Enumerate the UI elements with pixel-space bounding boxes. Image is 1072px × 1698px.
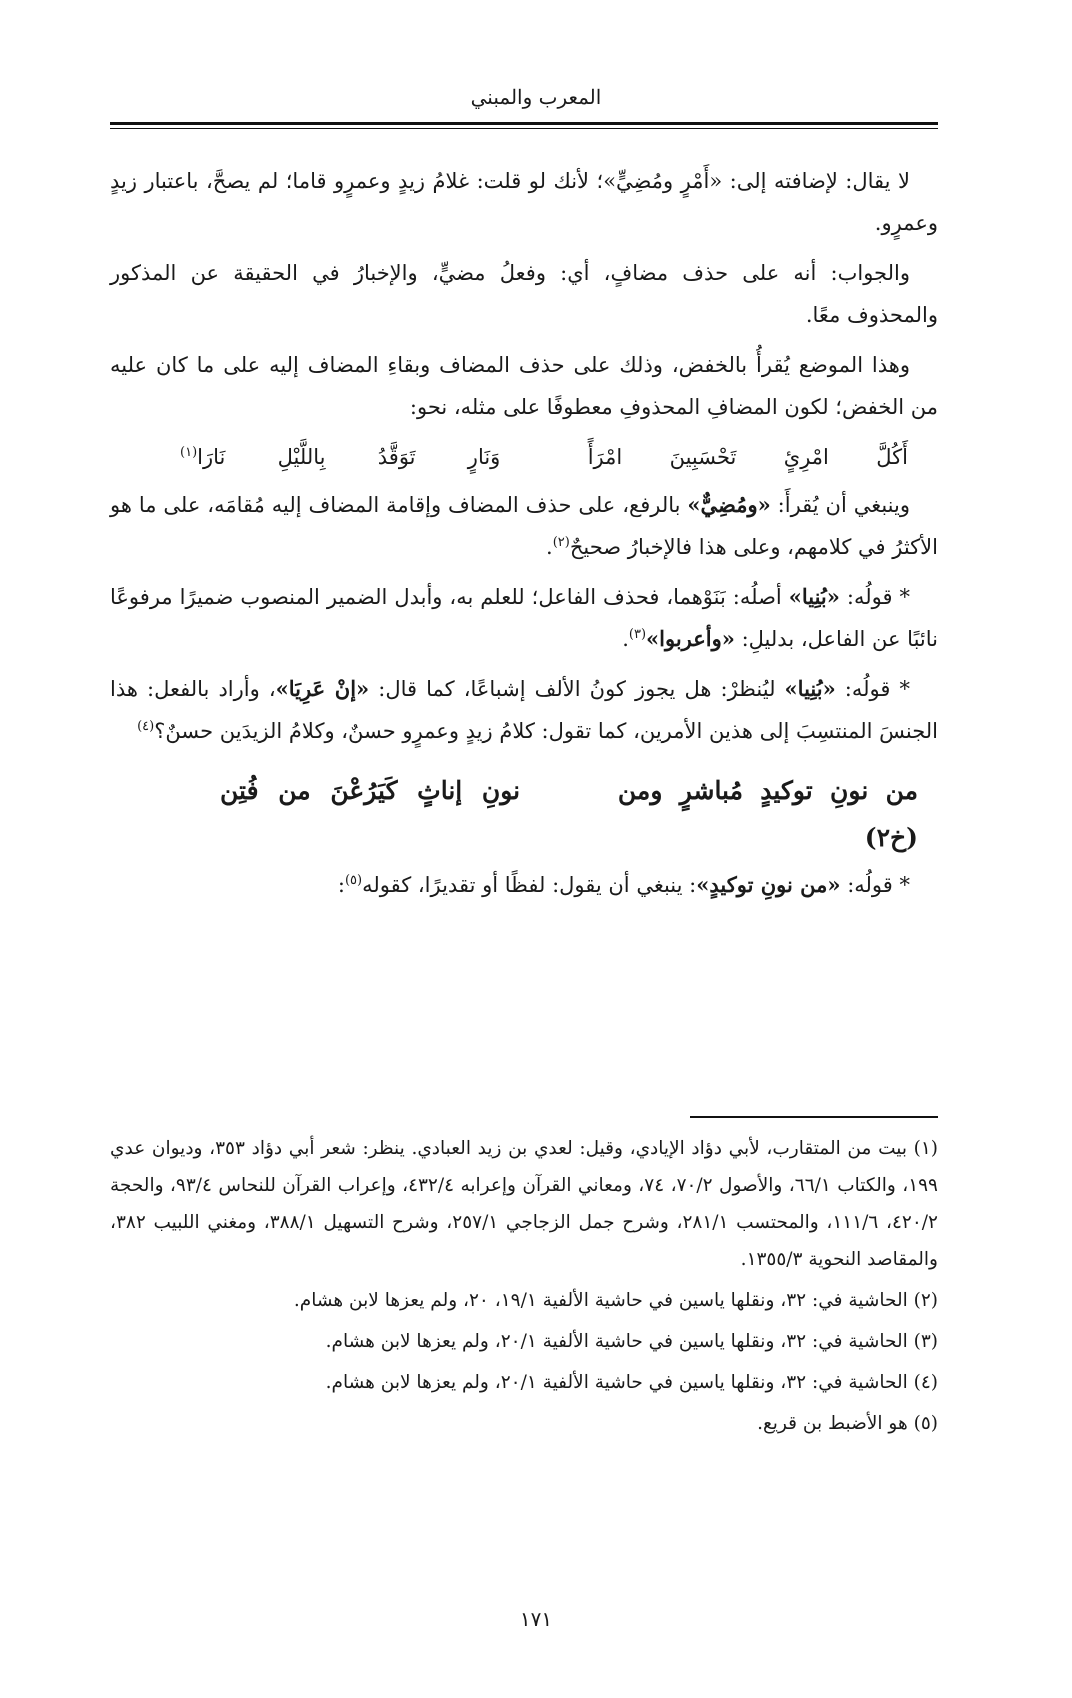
paragraph-2: والجواب: أنه على حذف مضافٍ، أي: وفعلُ مضيٍّ، والإخبارُ في الحقيقة عن المذكور والمحذوف معًا. — [110, 261, 938, 327]
poem-word: من — [885, 776, 918, 805]
verse-word: أَكُلَّ — [876, 445, 908, 469]
footnote-ref: (٣) — [628, 627, 647, 642]
poem-second-hemistich — [220, 766, 520, 816]
footnote-ref: (١) — [180, 445, 198, 460]
footnote-5: (٥) هو الأضبط بن قريع. — [757, 1413, 938, 1434]
verse-first-hemistich — [588, 436, 908, 478]
verse-word: امْرَأً — [587, 445, 623, 469]
poem-word: إناثٍ — [417, 776, 463, 805]
verse-second-hemistich — [180, 436, 500, 478]
poem-word: من — [278, 776, 311, 805]
footnote-ref: (٤) — [137, 719, 155, 734]
poem-word: مُباشرٍ — [679, 776, 743, 805]
verse-word: نَارَا$^{(١)}$ — [180, 445, 226, 469]
verse-line — [110, 436, 938, 478]
footnote-3: (٣) الحاشية في: ٣٢، ونقلها ياسين في حاشية الألفية ٢٠/١، ولم يعزها لابن هشام. — [325, 1331, 938, 1352]
poem-word: فُتِن — [220, 776, 259, 805]
verse-word: تَوَقَّدُ — [377, 445, 416, 469]
footnotes — [110, 1130, 938, 1446]
poem-word: نونِ — [830, 776, 869, 805]
footnote-1: (١) بيت من المتقارب، لأبي دؤاد الإيادي، وقيل: لعدي بن زيد العبادي. ينظر: شعر أبي دؤاد ٣٥٣، وديوان عدي ١٩٩، والكتاب ٦٦/١، والأصول ٧٠/٢، ٧٤، ومعاني القرآن وإعرابه ٤٣٢/٤، وإعراب القرآن للنحاس ٩٣/٤، والحجة ٤٢٠/٢، ١١١/٦، والمحتسب ٢٨١/١، وشرح جمل الزجاجي ٢٥٧/١، وشرح التسهيل ٣٨٨/١، ومغني اللبيب ٣٨٢، والمقاصد النحوية ١٣٥٥/٣. — [110, 1138, 938, 1270]
main-text — [110, 160, 938, 914]
bold-quote: «وأعربوا» — [646, 626, 735, 651]
verse-word: امْرِئٍ — [783, 445, 829, 469]
verse-word: تَحْسَبِينَ — [669, 445, 737, 469]
verse-word: وَنَارٍ — [467, 445, 501, 469]
paragraph-6: * قولُه: «بُنِيا» ليُنظرْ: هل يجوز كونُ الألف إشباعًا، كما قال: «إنْ عَرِيَا»، وأراد بالفعل: هذا الجنسَ المنتسِبَ إلى هذين الأمرين، كما تقول: كلامُ زيدٍ وعمرٍو حسنٌ، وكلامُ الزيدَين حسنٌ؟$^{(٤)}$ — [110, 676, 938, 743]
bold-quote: «من نونِ توكيدٍ» — [696, 872, 841, 897]
running-header: المعرب والمبني — [470, 85, 602, 109]
poem-word: كَيَرُعْنَ — [330, 776, 398, 805]
poem-word: ومن — [617, 776, 663, 805]
poem-source-tag: (خ٢) — [864, 823, 918, 852]
poem-word: توكيدٍ — [760, 776, 813, 805]
footnote-separator — [690, 1116, 938, 1118]
footnote-ref: (٢) — [552, 535, 570, 550]
paragraph-4: وينبغي أن يُقرأَ: «ومُضِيٌّ» بالرفع، على حذف المضاف وإقامة المضاف إليه مُقامَه، على ما هو الأكثرُ في كلامهم، وعلى هذا فالإخبارُ صحيحٌ$^{(٢)}$. — [110, 492, 938, 559]
footnote-2: (٢) الحاشية في: ٣٢، ونقلها ياسين في حاشية الألفية ١٩/١، ٢٠، ولم يعزها لابن هشام. — [293, 1290, 938, 1311]
poem-line — [110, 760, 938, 816]
bold-quote: «بُنِيا» — [788, 584, 840, 609]
bold-quote: «بُنِيا» — [784, 676, 836, 701]
header-rule-thick — [110, 122, 938, 125]
page-number: ١٧١ — [519, 1607, 553, 1631]
header-rule-thin — [110, 128, 938, 129]
footnote-ref: (٥) — [344, 873, 363, 888]
bold-quote: «إنْ عَرِيَا» — [275, 676, 370, 701]
paragraph-7: * قولُه: «من نونِ توكيدٍ»: ينبغي أن يقول: لفظًا أو تقديرًا، كقوله$^{(٥)}$: — [337, 872, 910, 897]
footnote-4: (٤) الحاشية في: ٣٢، ونقلها ياسين في حاشية الألفية ٢٠/١، ولم يعزها لابن هشام. — [325, 1372, 938, 1393]
paragraph-3: وهذا الموضع يُقرأُ بالخفض، وذلك على حذف المضاف وبقاءِ المضاف إليه على ما كان عليه من الخفض؛ لكون المضافِ المحذوفِ معطوفًا على مثله، نحو: — [110, 353, 938, 419]
poem-first-hemistich — [618, 766, 918, 816]
bold-quote: «ومُضِيٌّ» — [687, 492, 771, 517]
paragraph-5: * قولُه: «بُنِيا» أصلُه: بَنَوْهما، فحذف الفاعل؛ للعلم به، وأبدل الضمير المنصوب ضميرًا مرفوعًا نائبًا عن الفاعل، بدليلِ: «وأعربوا»$^{(٣)}$. — [110, 584, 938, 651]
poem-word: نونِ — [481, 776, 521, 805]
paragraph-1: لا يقال: لإضافته إلى: «أَمْرٍ ومُضِيٍّ»؛ لأنك لو قلت: غلامُ زيدٍ وعمرٍو قاما؛ لم يصحَّ، باعتبار زيدٍ وعمرٍو. — [110, 169, 938, 235]
verse-word: بِاللَّيْلِ — [277, 445, 326, 469]
